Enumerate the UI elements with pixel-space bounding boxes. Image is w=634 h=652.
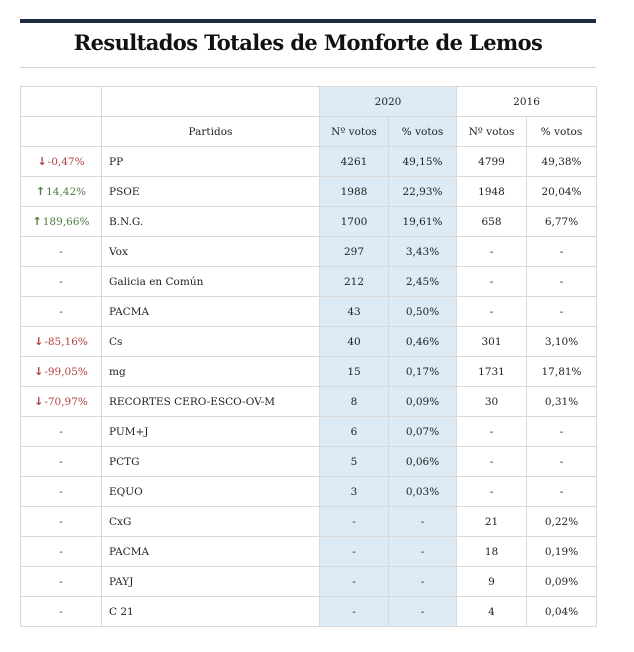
votes-2020-cell: - (320, 507, 389, 537)
table-row (21, 417, 597, 447)
year-header-row (21, 87, 597, 117)
pct-2020-cell: 0,17% (389, 357, 457, 387)
pct-2016-header: % votos (527, 117, 597, 147)
table-row (21, 567, 597, 597)
change-cell (21, 417, 102, 447)
change-value: -85,16% (44, 336, 88, 348)
votes-2016-cell: - (457, 267, 527, 297)
party-name-cell: Cs (102, 327, 320, 357)
pct-2016-cell: - (527, 417, 597, 447)
arrow-down-icon: ↓ (34, 335, 44, 348)
pct-2020-cell: 0,07% (389, 417, 457, 447)
change-cell (21, 267, 102, 297)
party-name-cell: PUM+J (102, 417, 320, 447)
column-header-row (21, 117, 597, 147)
votes-2020-cell: 43 (320, 297, 389, 327)
pct-2016-cell: - (527, 447, 597, 477)
pct-2020-cell: 49,15% (389, 147, 457, 177)
votes-2020-cell: 212 (320, 267, 389, 297)
party-name-cell: PAYJ (102, 567, 320, 597)
pct-2016-cell: - (527, 477, 597, 507)
year-2020-header: 2020 (320, 87, 457, 117)
change-cell (21, 147, 102, 177)
votes-2020-header: Nº votos (320, 117, 389, 147)
table-row (21, 207, 597, 237)
pct-2020-cell: 19,61% (389, 207, 457, 237)
change-cell (21, 207, 102, 237)
pct-2016-cell: 0,19% (527, 537, 597, 567)
party-name-cell: C 21 (102, 597, 320, 627)
table-row (21, 147, 597, 177)
table-row (21, 477, 597, 507)
pct-2020-cell: - (389, 597, 457, 627)
pct-2016-cell: 20,04% (527, 177, 597, 207)
votes-2016-cell: - (457, 477, 527, 507)
year-2016-header: 2016 (457, 87, 597, 117)
empty-header-cell (21, 87, 102, 117)
votes-2016-cell: 9 (457, 567, 527, 597)
pct-2016-cell: 0,22% (527, 507, 597, 537)
pct-2020-cell: 0,46% (389, 327, 457, 357)
change-value: - (59, 245, 63, 258)
pct-2020-cell: 0,50% (389, 297, 457, 327)
page-title: Resultados Totales de Monforte de Lemos (73, 30, 543, 55)
party-name-cell: PACMA (102, 297, 320, 327)
change-cell (21, 297, 102, 327)
pct-2020-header: % votos (389, 117, 457, 147)
party-name-cell: PSOE (102, 177, 320, 207)
arrow-down-icon: ↓ (34, 395, 44, 408)
votes-2016-cell: 4 (457, 597, 527, 627)
table-row (21, 267, 597, 297)
pct-2020-cell: - (389, 567, 457, 597)
party-name-cell: B.N.G. (102, 207, 320, 237)
change-value: - (59, 485, 63, 498)
change-value: - (59, 455, 63, 468)
change-cell (21, 177, 102, 207)
change-value: - (59, 275, 63, 288)
party-name-cell: PP (102, 147, 320, 177)
change-value: -99,05% (44, 366, 88, 378)
table-row (21, 537, 597, 567)
change-cell (21, 387, 102, 417)
table-row (21, 327, 597, 357)
change-value: - (59, 305, 63, 318)
votes-2016-cell: 301 (457, 327, 527, 357)
pct-2020-cell: 0,03% (389, 477, 457, 507)
results-table (20, 86, 597, 627)
change-value: - (59, 575, 63, 588)
votes-2016-cell: 30 (457, 387, 527, 417)
pct-2020-cell: 3,43% (389, 237, 457, 267)
votes-2020-cell: 1700 (320, 207, 389, 237)
votes-2020-cell: 40 (320, 327, 389, 357)
change-value: - (59, 605, 63, 618)
change-cell (21, 237, 102, 267)
change-cell (21, 327, 102, 357)
arrow-down-icon: ↓ (37, 155, 47, 168)
results-table-body (21, 147, 597, 627)
votes-2016-cell: - (457, 237, 527, 267)
votes-2020-cell: 3 (320, 477, 389, 507)
party-column-header: Partidos (102, 117, 320, 147)
empty-header-cell (102, 87, 320, 117)
table-row (21, 447, 597, 477)
change-cell (21, 357, 102, 387)
pct-2016-cell: 17,81% (527, 357, 597, 387)
pct-2020-cell: 0,06% (389, 447, 457, 477)
pct-2016-cell: - (527, 267, 597, 297)
votes-2016-cell: 658 (457, 207, 527, 237)
empty-header-cell (21, 117, 102, 147)
votes-2020-cell: 5 (320, 447, 389, 477)
votes-2016-cell: - (457, 447, 527, 477)
arrow-down-icon: ↓ (34, 365, 44, 378)
votes-2020-cell: - (320, 567, 389, 597)
pct-2020-cell: 0,09% (389, 387, 457, 417)
votes-2016-cell: 1948 (457, 177, 527, 207)
top-accent-bar (20, 19, 596, 23)
change-value: -0,47% (47, 156, 85, 168)
party-name-cell: Vox (102, 237, 320, 267)
change-cell (21, 537, 102, 567)
votes-2020-cell: 8 (320, 387, 389, 417)
votes-2020-cell: - (320, 537, 389, 567)
votes-2020-cell: - (320, 597, 389, 627)
table-row (21, 177, 597, 207)
pct-2016-cell: - (527, 297, 597, 327)
pct-2016-cell: 0,31% (527, 387, 597, 417)
change-value: - (59, 545, 63, 558)
title-divider (20, 67, 596, 68)
pct-2016-cell: - (527, 237, 597, 267)
table-row (21, 357, 597, 387)
party-name-cell: CxG (102, 507, 320, 537)
pct-2020-cell: 2,45% (389, 267, 457, 297)
change-value: - (59, 425, 63, 438)
table-row (21, 387, 597, 417)
change-cell (21, 507, 102, 537)
votes-2016-cell: - (457, 297, 527, 327)
change-value: 189,66% (42, 216, 90, 228)
votes-2020-cell: 6 (320, 417, 389, 447)
votes-2016-cell: 4799 (457, 147, 527, 177)
pct-2016-cell: 6,77% (527, 207, 597, 237)
party-name-cell: PCTG (102, 447, 320, 477)
change-value: 14,42% (46, 186, 87, 198)
pct-2016-cell: 0,09% (527, 567, 597, 597)
table-row (21, 597, 597, 627)
table-row (21, 297, 597, 327)
pct-2016-cell: 3,10% (527, 327, 597, 357)
votes-2020-cell: 4261 (320, 147, 389, 177)
party-name-cell: Galicia en Común (102, 267, 320, 297)
arrow-up-icon: ↑ (32, 215, 42, 228)
party-name-cell: EQUO (102, 477, 320, 507)
change-cell (21, 477, 102, 507)
party-name-cell: PACMA (102, 537, 320, 567)
change-cell (21, 567, 102, 597)
table-row (21, 237, 597, 267)
pct-2020-cell: - (389, 537, 457, 567)
change-value: - (59, 515, 63, 528)
pct-2020-cell: 22,93% (389, 177, 457, 207)
votes-2016-cell: 21 (457, 507, 527, 537)
votes-2020-cell: 1988 (320, 177, 389, 207)
pct-2016-cell: 49,38% (527, 147, 597, 177)
party-name-cell: RECORTES CERO-ESCO-OV-M (102, 387, 320, 417)
votes-2016-cell: - (457, 417, 527, 447)
votes-2016-cell: 18 (457, 537, 527, 567)
votes-2016-header: Nº votos (457, 117, 527, 147)
change-cell (21, 447, 102, 477)
pct-2016-cell: 0,04% (527, 597, 597, 627)
change-cell (21, 597, 102, 627)
votes-2016-cell: 1731 (457, 357, 527, 387)
votes-2020-cell: 297 (320, 237, 389, 267)
votes-2020-cell: 15 (320, 357, 389, 387)
arrow-up-icon: ↑ (35, 185, 46, 198)
change-value: -70,97% (44, 396, 88, 408)
pct-2020-cell: - (389, 507, 457, 537)
table-row (21, 507, 597, 537)
party-name-cell: mg (102, 357, 320, 387)
